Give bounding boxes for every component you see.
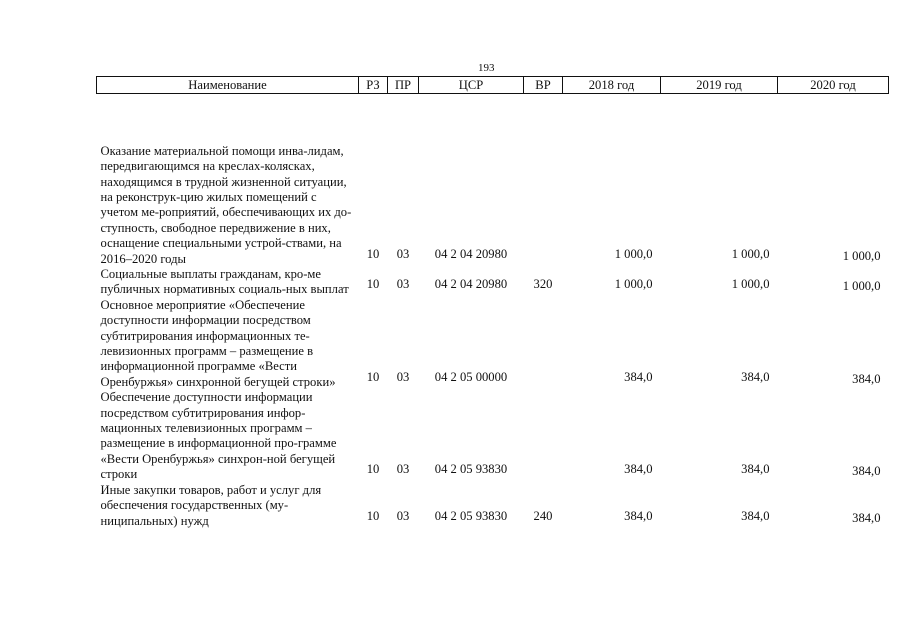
header-2020: 2020 год [778, 77, 889, 94]
header-2018: 2018 год [563, 77, 661, 94]
row-name: Социальные выплаты гражданам, кро-ме публичных нормативных социаль-ных выплат [100, 267, 349, 297]
row-rz: 10 [366, 462, 380, 477]
header-vr: ВР [524, 77, 563, 94]
row-pr: 03 [396, 277, 410, 292]
row-vr [524, 94, 563, 268]
table-row [97, 390, 889, 482]
row-rz: 10 [366, 369, 380, 384]
row-pr: 03 [396, 508, 410, 523]
row-vr [524, 390, 563, 482]
row-rz: 10 [366, 246, 380, 261]
header-name: Наименование [97, 77, 359, 94]
row-csr: 04 2 05 93830 [434, 508, 508, 523]
row-rz: 10 [366, 277, 380, 292]
row-2020: 384,0 [852, 371, 881, 386]
table-row [97, 94, 889, 268]
row-2019: 1 000,0 [731, 277, 770, 292]
row-2020: 1 000,0 [842, 248, 881, 263]
row-2020: 384,0 [852, 510, 881, 525]
row-2018: 384,0 [624, 462, 653, 477]
header-pr: ПР [388, 77, 419, 94]
row-csr: 04 2 04 20980 [434, 277, 508, 292]
budget-table [96, 76, 889, 529]
row-pr: 03 [396, 246, 410, 261]
row-2018: 1 000,0 [614, 277, 653, 292]
row-name: Основное мероприятие «Обеспечение доступности информации посредством субтитрирования информационных те-левизионных программ – размещение в информационной программе «Вести Оренбуржья» синхронной бегущей строки» [100, 297, 336, 389]
row-vr [524, 298, 563, 390]
row-name: Обеспечение доступности информации посредством субтитрирования инфор-мационных телевизионных программ – размещение в информационной про-грамме «Вести Оренбуржья» синхрон-ной бегущей строки [100, 390, 337, 482]
table-row [97, 298, 889, 390]
row-2020: 1 000,0 [842, 279, 881, 294]
row-csr: 04 2 05 00000 [434, 369, 508, 384]
header-csr: ЦСР [419, 77, 524, 94]
header-rz: РЗ [359, 77, 388, 94]
page-number: 193 [478, 62, 495, 74]
row-name: Иные закупки товаров, работ и услуг для обеспечения государственных (му-ниципальных) нужд [100, 482, 322, 528]
row-2018: 384,0 [624, 508, 653, 523]
row-csr: 04 2 05 93830 [434, 462, 508, 477]
row-2018: 384,0 [624, 369, 653, 384]
row-2018: 1 000,0 [614, 246, 653, 261]
row-name: Оказание материальной помощи инва-лидам, передвигающимся на креслах-колясках, находящимся в трудной жизненной ситуации, на реконструк-цию жилых помещений с учетом ме-роприятий, обеспечивающих их до-ступность, свободное передвижение в них, оснащение специальными устрой-ствами, на 2016–2020 годы [100, 143, 352, 266]
row-vr: 240 [533, 508, 553, 523]
row-2019: 1 000,0 [731, 246, 770, 261]
row-rz: 10 [366, 508, 380, 523]
row-2019: 384,0 [741, 462, 770, 477]
row-vr: 320 [533, 277, 553, 292]
table-header-row [97, 77, 889, 94]
table-row [97, 483, 889, 529]
row-2019: 384,0 [741, 369, 770, 384]
header-2019: 2019 год [661, 77, 778, 94]
row-2020: 384,0 [852, 464, 881, 479]
row-csr: 04 2 04 20980 [434, 246, 508, 261]
row-pr: 03 [396, 369, 410, 384]
row-2019: 384,0 [741, 508, 770, 523]
row-pr: 03 [396, 462, 410, 477]
table-row [97, 267, 889, 298]
